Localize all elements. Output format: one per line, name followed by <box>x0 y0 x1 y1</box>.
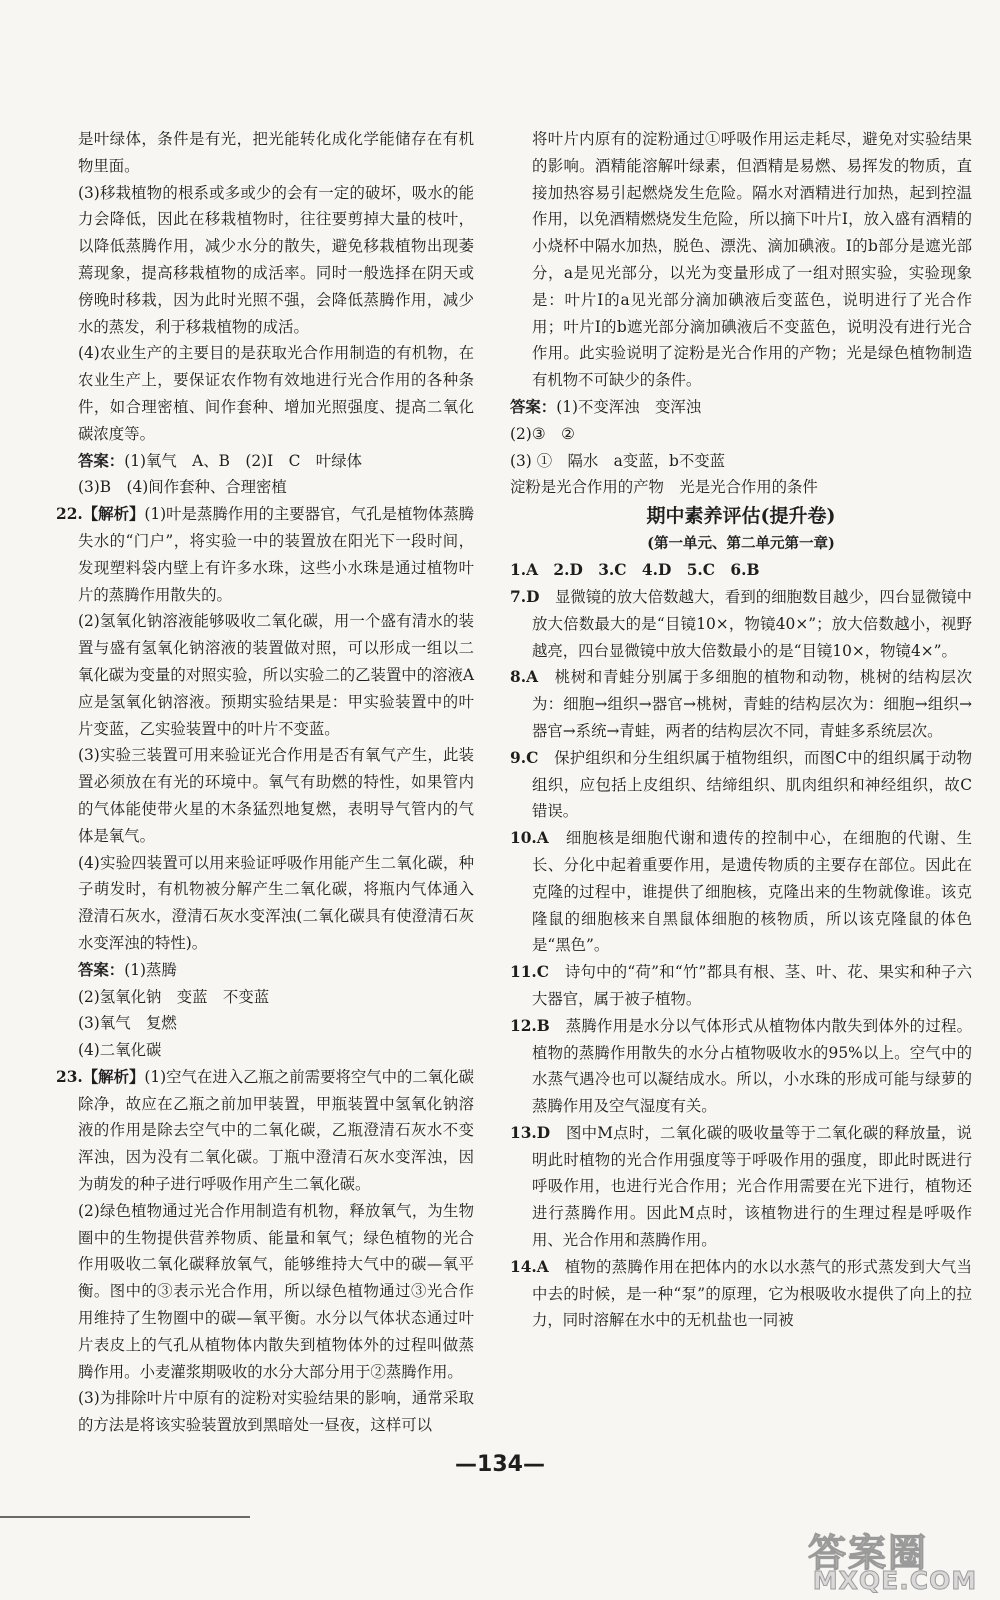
page-number: —134— <box>455 1452 545 1477</box>
answer-line <box>56 448 474 475</box>
answer-line <box>510 394 972 421</box>
question-number: 23. <box>56 1067 83 1086</box>
paragraph: 将叶片内原有的淀粉通过①呼吸作用运走耗尽，避免对实验结果的影响。酒精能溶解叶绿素，但酒精是易燃、易挥发的物质，直接加热容易引起燃烧发生危险。隔水对酒精进行加热，起到控温作用，以免酒精燃烧发生危险，所以摘下叶片Ⅰ，放入盛有酒精的小烧杯中隔水加热，脱色、漂洗、滴加碘液。Ⅰ的b部分是遮光部分，a是见光部分，以光为变量形成了一组对照实验，实验现象是：叶片Ⅰ的a见光部分滴加碘液后变蓝色，说明进行了光合作用；叶片Ⅰ的b遮光部分滴加碘液后不变蓝色，说明没有进行光合作用。此实验说明了淀粉是光合作用的产物；光是绿色植物制造有机物不可缺少的条件。 <box>532 130 972 390</box>
explanation: 诗句中的“荷”和“竹”都具有根、茎、叶、花、果实和种子六大器官，属于被子植物。 <box>532 963 972 1008</box>
footer-rule <box>0 1516 250 1518</box>
question-11 <box>510 959 972 1013</box>
analysis-tag: 【解析】 <box>82 1067 145 1086</box>
explanation: 细胞核是细胞代谢和遗传的控制中心，在细胞的代谢、生长、分化中起着重要作用，是遗传物质的主要存在部位。因此在克隆的过程中，谁提供了细胞核，克隆出来的生物就像谁。该克隆鼠的细胞核来自黑鼠体细胞的核物质，所以该克隆鼠的体色是“黑色”。 <box>532 829 972 955</box>
quick-answers: 1.A 2.D 3.C 4.D 5.C 6.B <box>510 561 760 580</box>
paragraph: (3)移栽植物的根系或多或少的会有一定的破坏，吸水的能力会降低，因此在移栽植物时，往往要剪掉大量的枝叶，以降低蒸腾作用，减少水分的散失，避免移栽植物出现萎蔫现象，提高移栽植物的成活率。同时一般选择在阴天或傍晚时移栽，因为此时光照不强，会降低蒸腾作用，减少水的蒸发，利于移栽植物的成活。 <box>78 183 474 336</box>
question-number: 9.C <box>510 748 539 767</box>
question-number: 13.D <box>510 1123 551 1142</box>
question-7 <box>510 584 972 664</box>
answer-text: (1)蒸腾 <box>124 960 177 979</box>
question-9 <box>510 745 972 825</box>
explanation: 显微镜的放大倍数越大，看到的细胞数目越少，四台显微镜中放大倍数最大的是“目镜10×，物镜40×”；放大倍数越小，视野越亮，四台显微镜中放大倍数最小的是“目镜10×，物镜4×”。 <box>532 587 972 660</box>
answer-line: (3)氧气 复燃 <box>78 1014 177 1033</box>
answer-line: 淀粉是光合作用的产物 光是光合作用的条件 <box>510 478 818 497</box>
question-10 <box>510 825 972 959</box>
question-23 <box>56 1064 474 1198</box>
paragraph: (2)氢氧化钠溶液能够吸收二氧化碳，用一个盛有清水的装置与盛有氢氧化钠溶液的装置做对照，可以形成一组以二氧化碳为变量的对照实验，所以实验二的乙装置中的溶液A应是氢氧化钠溶液。预期实验结果是：甲实验装置中的叶片变蓝，乙实验装置中的叶片不变蓝。 <box>78 612 474 738</box>
paragraph: (2)绿色植物通过光合作用制造有机物，释放氧气，为生物圈中的生物提供营养物质、能量和氧气；绿色植物的光合作用吸收二氧化碳释放氧气，能够维持大气中的碳—氧平衡。图中的③表示光合作用，所以绿色植物通过③光合作用维持了生物圈中的碳—氧平衡。水分以气体状态通过叶片表皮上的气孔从植物体内散失到植物体外的过程叫做蒸腾作用。小麦灌浆期吸收的水分大部分用于②蒸腾作用。 <box>78 1201 474 1381</box>
question-number: 12.B <box>510 1016 550 1035</box>
question-number: 7.D <box>510 587 540 606</box>
question-number: 22. <box>56 505 83 524</box>
analysis-tag: 【解析】 <box>82 505 145 524</box>
paragraph: (1)空气在进入乙瓶之前需要将空气中的二氧化碳除净，故应在乙瓶之前加甲装置，甲瓶装置中氢氧化钠溶液的作用是除去空气中的二氧化碳，乙瓶澄清石灰水不变浑浊，因为没有二氧化碳。丁瓶中澄清石灰水变浑浊，因为萌发的种子进行呼吸作用产生二氧化碳。 <box>78 1067 474 1194</box>
answer-text: (1)氧气 A、B (2)Ⅰ C 叶绿体 <box>124 451 362 470</box>
watermark-url: MXQE.COM <box>812 1566 978 1595</box>
watermark-logo: 答案圈 <box>808 1531 929 1575</box>
answer-text: (1)不变浑浊 变浑浊 <box>556 397 702 416</box>
question-number: 11.C <box>510 963 550 982</box>
question-number: 14.A <box>510 1257 549 1276</box>
paragraph: (4)农业生产的主要目的是获取光合作用制造的有机物，在农业生产上，要保证农作物有效地进行光合作用的各种条件，如合理密植、间作套种、增加光照强度、提高二氧化碳浓度等。 <box>78 344 474 443</box>
question-13 <box>510 1120 972 1254</box>
explanation: 植物的蒸腾作用在把体内的水以水蒸气的形式蒸发到大气当中去的时候，是一种“泵”的原理，它为根吸收水提供了向上的拉力，同时溶解在水中的无机盐也一同被 <box>532 1257 972 1330</box>
question-12 <box>510 1013 972 1120</box>
question-number: 10.A <box>510 829 549 848</box>
question-22 <box>56 501 474 608</box>
paragraph: 是叶绿体，条件是有光，把光能转化成化学能储存在有机物里面。 <box>78 130 474 175</box>
question-8 <box>510 664 972 744</box>
left-column <box>56 126 474 1439</box>
explanation: 图中M点时，二氧化碳的吸收量等于二氧化碳的释放量，说明此时植物的光合作用强度等于呼吸作用的强度，即此时既进行呼吸作用，也进行光合作用；光合作用需要在光下进行，植物还进行蒸腾作用。因此M点时，该植物进行的生理过程是呼吸作用、光合作用和蒸腾作用。 <box>532 1123 972 1250</box>
answer-line <box>56 957 474 984</box>
answer-line: (4)二氧化碳 <box>78 1041 162 1060</box>
answer-label: 答案： <box>78 451 125 470</box>
question-14 <box>510 1254 972 1334</box>
explanation: 蒸腾作用是水分以气体形式从植物体内散失到体外的过程。植物的蒸腾作用散失的水分占植物吸收水的95%以上。空气中的水蒸气遇冷也可以凝结成水。所以，小水珠的形成可能与绿萝的蒸腾作用及空气湿度有关。 <box>532 1016 972 1116</box>
paragraph: (4)实验四装置可以用来验证呼吸作用能产生二氧化碳，种子萌发时，有机物被分解产生二氧化碳，将瓶内气体通入澄清石灰水，澄清石灰水变浑浊(二氧化碳具有使澄清石灰水变浑浊的特性)。 <box>78 853 474 952</box>
answer-label: 答案： <box>78 960 125 979</box>
paragraph: (1)叶是蒸腾作用的主要器官，气孔是植物体蒸腾失水的“门户”，将实验一中的装置放在阳光下一段时间，发现塑料袋内壁上有许多水珠，这些小水珠是通过植物叶片的蒸腾作用散失的。 <box>78 505 474 604</box>
paragraph: (3)实验三装置可用来验证光合作用是否有氧气产生，此装置必须放在有光的环境中。氧气有助燃的特性，如果管内的气体能使带火星的木条猛烈地复燃，表明导气管内的气体是氧气。 <box>78 746 474 845</box>
section-title: 期中素养评估(提升卷) <box>646 505 836 528</box>
question-number: 8.A <box>510 668 539 687</box>
answer-line: (2)氢氧化钠 变蓝 不变蓝 <box>78 987 270 1006</box>
watermark <box>800 1522 990 1596</box>
explanation: 保护组织和分生组织属于植物组织，而图C中的组织属于动物组织，应包括上皮组织、结缔组织、肌肉组织和神经组织，故C错误。 <box>532 748 972 821</box>
paragraph: (3)为排除叶片中原有的淀粉对实验结果的影响，通常采取的方法是将该实验装置放到黑暗处一昼夜，这样可以 <box>78 1389 474 1435</box>
answer-line: (3) ① 隔水 a变蓝，b不变蓝 <box>510 451 726 470</box>
section-subtitle: (第一单元、第二单元第一章) <box>647 535 835 553</box>
explanation: 桃树和青蛙分别属于多细胞的植物和动物，桃树的结构层次为：细胞→组织→器官→桃树，青蛙的结构层次为：细胞→组织→器官→系统→青蛙，两者的结构层次不同，青蛙多系统层次。 <box>532 668 972 740</box>
answer-label: 答案： <box>510 397 557 416</box>
answer-line: (3)B (4)间作套种、合理密植 <box>78 478 287 497</box>
answer-line: (2)③ ② <box>510 424 575 443</box>
right-column <box>510 126 972 1334</box>
